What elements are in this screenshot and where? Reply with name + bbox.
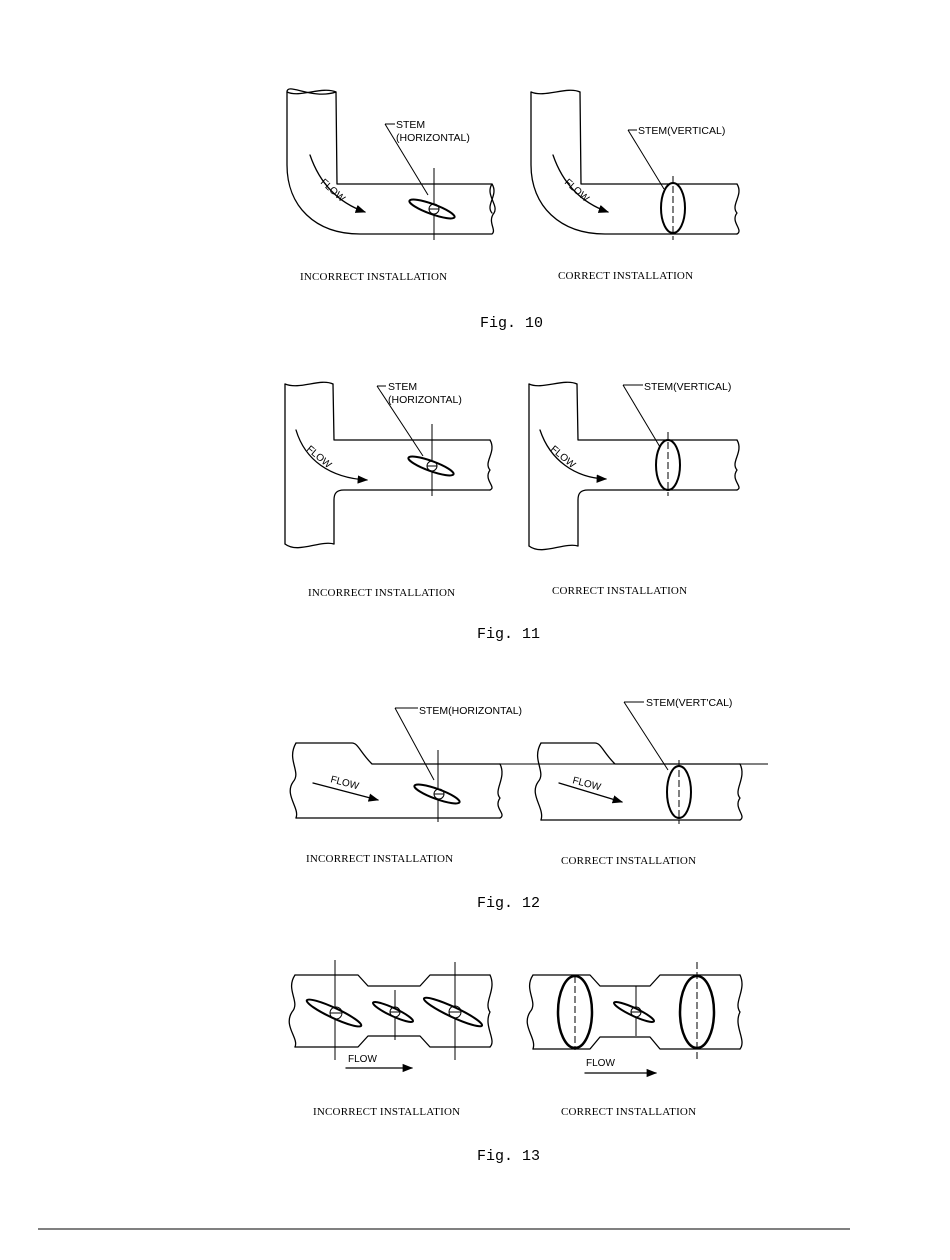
fig11-flow-label: FLOW bbox=[304, 443, 334, 471]
fig10-flow-label: FLOW bbox=[317, 177, 347, 205]
fig10-stem-label: STEM bbox=[396, 119, 426, 131]
fig12-incorrect-caption: INCORRECT INSTALLATION bbox=[306, 853, 454, 865]
fig12c-flow-label: FLOW bbox=[571, 775, 602, 794]
fig10-stem-vertical-label: STEM(VERTICAL) bbox=[638, 125, 726, 137]
fig10-incorrect-elbow bbox=[287, 89, 495, 240]
fig13c-flow-label: FLOW bbox=[586, 1058, 615, 1069]
fig11-correct-caption: CORRECT INSTALLATION bbox=[552, 585, 688, 597]
fig11-correct-tee bbox=[529, 381, 739, 550]
fig12-flow-label: FLOW bbox=[329, 774, 360, 793]
fig13-flow-label: FLOW bbox=[348, 1054, 377, 1065]
fig10-incorrect-caption: INCORRECT INSTALLATION bbox=[300, 271, 448, 283]
fig10-stem-label-sub: (HORIZONTAL) bbox=[396, 132, 470, 144]
fig10c-flow-label: FLOW bbox=[561, 177, 591, 205]
fig12-caption: Fig. 12 bbox=[477, 895, 541, 912]
fig13-caption: Fig. 13 bbox=[477, 1148, 541, 1165]
fig11-stem-label: STEM bbox=[388, 381, 418, 393]
fig11-stem-label-sub: (HORIZONTAL) bbox=[388, 394, 462, 406]
fig11-incorrect-caption: INCORRECT INSTALLATION bbox=[308, 587, 456, 599]
fig11c-flow-label: FLOW bbox=[548, 443, 578, 471]
fig11-caption: Fig. 11 bbox=[477, 626, 541, 643]
fig11-stem-vertical-label: STEM(VERTICAL) bbox=[644, 381, 732, 393]
fig13-incorrect-pipe bbox=[289, 960, 492, 1068]
fig13-correct-pipe bbox=[527, 962, 742, 1073]
fig10-correct-caption: CORRECT INSTALLATION bbox=[558, 270, 694, 282]
fig10-caption: Fig. 10 bbox=[480, 315, 544, 332]
fig13-correct-caption: CORRECT INSTALLATION bbox=[561, 1106, 697, 1118]
fig12-correct-reducer bbox=[500, 697, 768, 824]
fig10-correct-elbow bbox=[531, 90, 739, 240]
fig12-correct-caption: CORRECT INSTALLATION bbox=[561, 855, 697, 867]
fig13-incorrect-caption: INCORRECT INSTALLATION bbox=[313, 1106, 461, 1118]
fig11-incorrect-tee bbox=[285, 381, 492, 548]
fig12-stem-label: STEM(HORIZONTAL) bbox=[419, 705, 523, 717]
fig12-incorrect-reducer bbox=[290, 705, 522, 822]
fig12-stem-vertical-label: STEM(VERT'CAL) bbox=[646, 697, 733, 709]
